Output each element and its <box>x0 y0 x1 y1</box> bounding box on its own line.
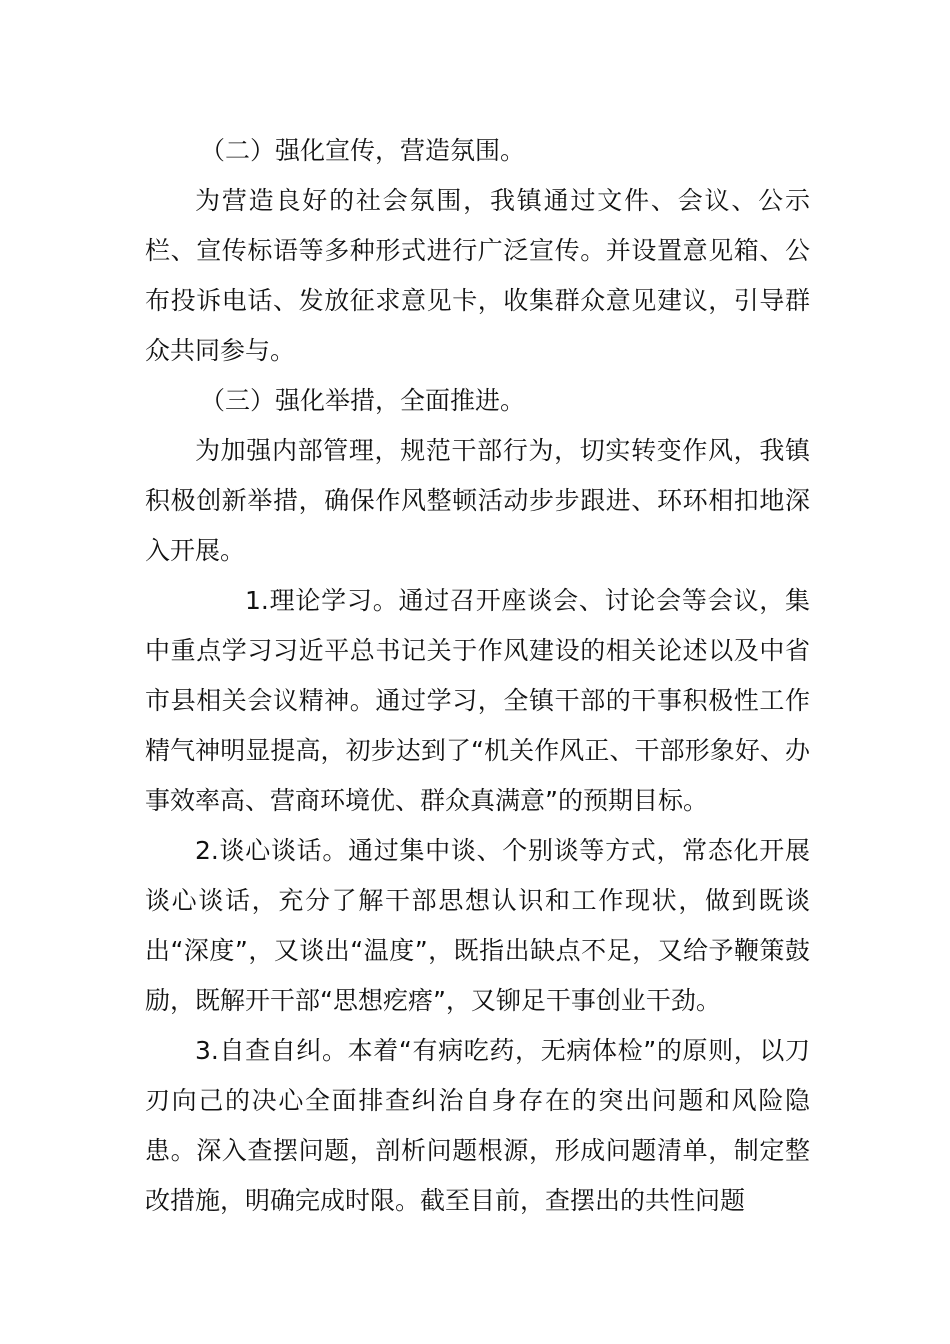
list-item-heart-talk: 2.谈心谈话。通过集中谈、个别谈等方式，常态化开展谈心谈话，充分了解干部思想认识和工作现状，做到既谈出“深度”，又谈出“温度”，既指出缺点不足，又给予鞭策鼓励，既解开干部“思想疙瘩”，又铆足干事创业干劲。 <box>145 836 810 1015</box>
list-item-theory-study: 1.理论学习。通过召开座谈会、讨论会等会议，集中重点学习习近平总书记关于作风建设的相关论述以及中省市县相关会议精神。通过学习，全镇干部的干事积极性工作精气神明显提高，初步达到了“机关作风正、干部形象好、办事效率高、营商环境优、群众真满意”的预期目标。 <box>145 586 810 815</box>
section-heading-3: （三）强化举措，全面推进。 <box>200 386 526 415</box>
list-item-self-inspection: 3.自查自纠。本着“有病吃药，无病体检”的原则，以刀刃向己的决心全面排查纠治自身存在的突出问题和风险隐患。深入查摆问题，剖析问题根源，形成问题清单，制定整改措施，明确完成时限。截至目前，查摆出的共性问题 <box>145 1036 810 1215</box>
paragraph-measures: 为加强内部管理，规范干部行为，切实转变作风，我镇积极创新举措，确保作风整顿活动步步跟进、环环相扣地深入开展。 <box>145 436 810 565</box>
section-heading-2: （二）强化宣传，营造氛围。 <box>200 136 526 165</box>
document-body <box>145 126 810 1226</box>
paragraph-publicity: 为营造良好的社会氛围，我镇通过文件、会议、公示栏、宣传标语等多种形式进行广泛宣传。并设置意见箱、公布投诉电话、发放征求意见卡，收集群众意见建议，引导群众共同参与。 <box>145 186 810 365</box>
